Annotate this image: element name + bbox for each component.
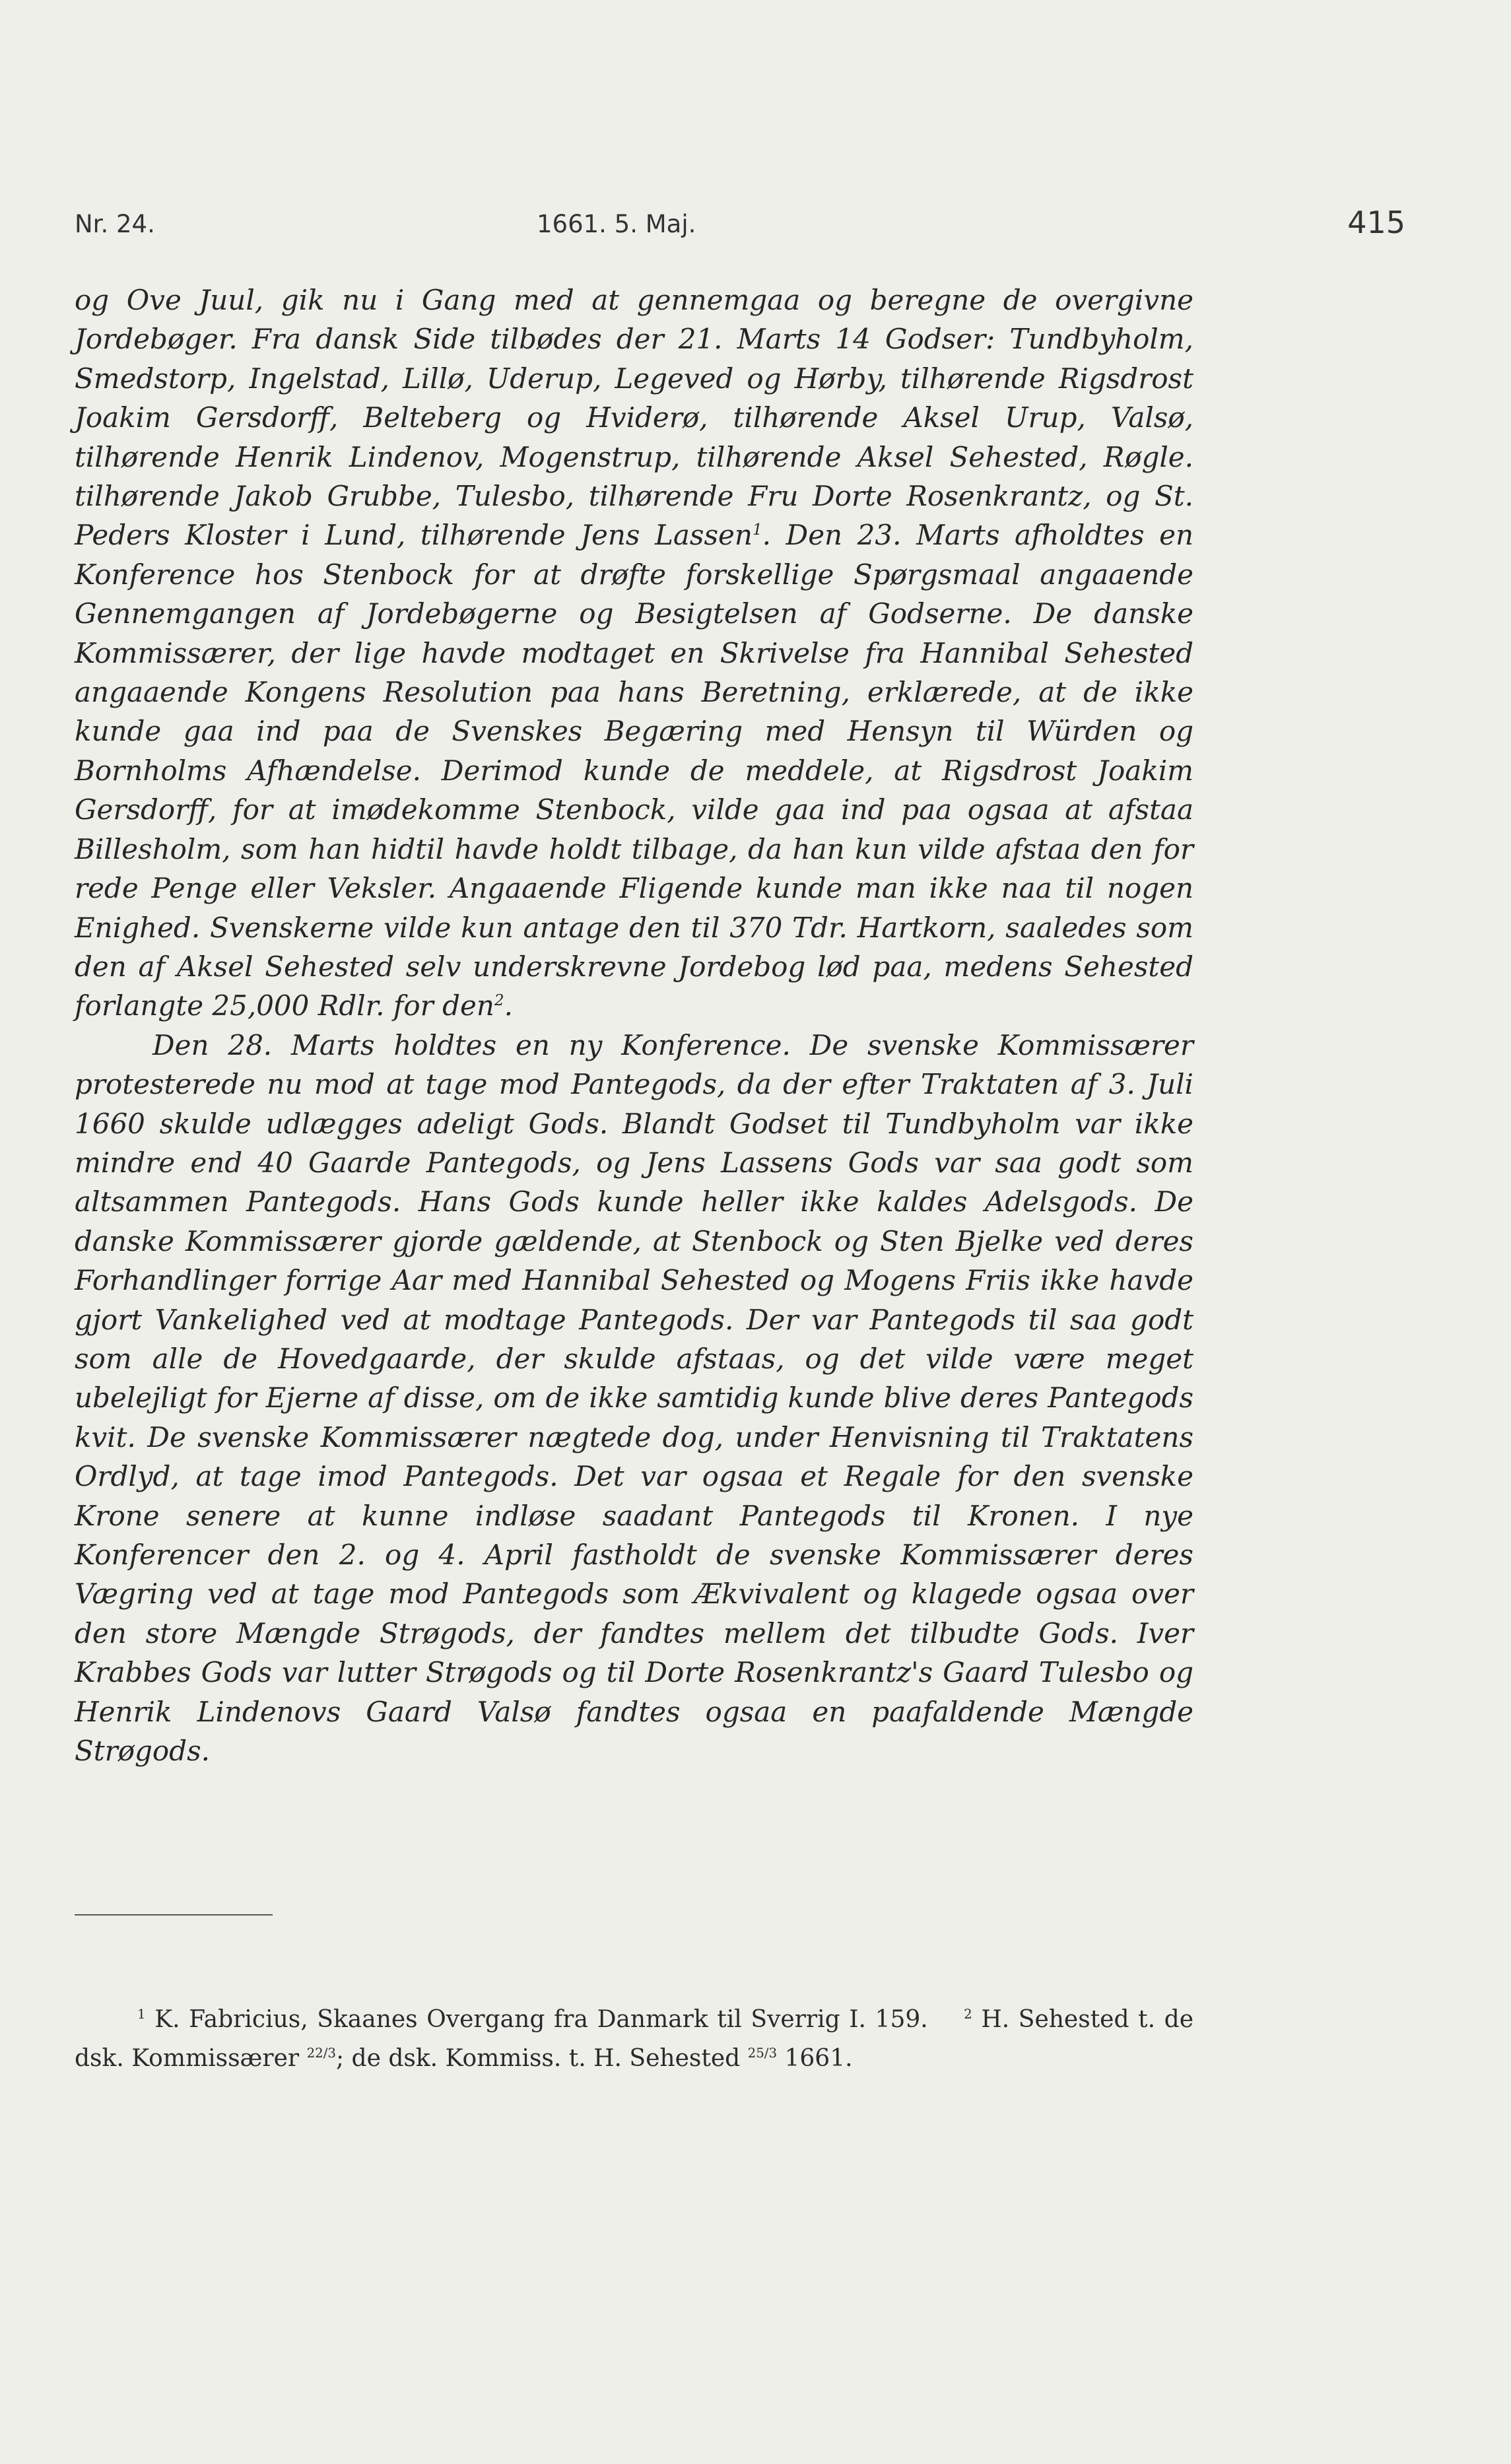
footnote-2-text-a: H. Sehested t. de dsk. Kommissærer: [75, 2006, 1193, 2072]
footnote-ref-2: 2: [494, 992, 504, 1010]
footnote-date-2: 25/3: [747, 2046, 778, 2061]
footnote-number-1: 1: [137, 2007, 146, 2022]
footnote-1-text: K. Fabricius, Skaanes Overgang fra Danmark til Sverrig I. 159.: [145, 2006, 928, 2033]
footnote-number-2: 2: [964, 2007, 972, 2022]
main-text: [75, 281, 1193, 1770]
page-number: 415: [1347, 205, 1405, 240]
footnotes: [75, 2000, 1193, 2078]
paragraph-1: [75, 281, 1193, 1026]
paragraph-2: Den 28. Marts holdtes en ny Konference. De svenske Kommissærer protesterede nu mod at tage mod Pantegods, da der efter Traktaten af 3. Juli 1660 skulde udlægges adeligt Gods. Blandt Godset til Tundbyholm var ikke mindre end 40 Gaarde Pantegods, og Jens Lassens Gods var saa godt som altsammen Pantegods. Hans Gods kunde heller ikke kaldes Adelsgods. De danske Kommissærer gjorde gældende, at Stenbock og Sten Bjelke ved deres Forhandlinger forrige Aar med Hannibal Sehested og Mogens Friis ikke havde gjort Vankelighed ved at modtage Pantegods. Der var Pantegods til saa godt som alle de Hovedgaarde, der skulde afstaas, og det vilde være meget ubelejligt for Ejerne af disse, om de ikke samtidig kunde blive deres Pantegods kvit. De svenske Kommissærer nægtede dog, under Henvisning til Traktatens Ordlyd, at tage imod Pantegods. Det var ogsaa et Regale for den svenske Krone senere at kunne indløse saadant Pantegods til Kronen. I nye Konferencer den 2. og 4. April fastholdt de svenske Kommissærer deres Vægring ved at tage mod Pantegods som Ækvivalent og klagede ogsaa over den store Mængde Strøgods, der fandtes mellem det tilbudte Gods. Iver Krabbes Gods var lutter Strøgods og til Dorte Rosenkrantz's Gaard Tulesbo og Henrik Lindenovs Gaard Valsø fandtes ogsaa en paafaldende Mængde Strøgods.: [75, 1028, 1193, 1768]
footnote-text: [75, 2000, 1193, 2078]
footnote-block: [75, 2000, 1193, 2078]
page-header: [75, 205, 1405, 250]
footnote-date-1: 22/3: [306, 2046, 336, 2061]
paragraph-1-text-c: .: [504, 989, 513, 1022]
footnote-2-text-c: 1661.: [777, 2045, 853, 2072]
paragraph-1-text-b: . Den 23. Marts afholdtes en Konference hos Stenbock for at drøfte forskellige Spørgsmaal angaaende Gennemgangen af Jordebøgerne og Besigtelsen af Godserne. De danske Kommissærer, der lige havde modtaget en Skrivelse fra Hannibal Sehested angaaende Kongens Resolution paa hans Beretning, erklærede, at de ikke kunde gaa ind paa de Svenskes Begæring med Hensyn til Würden og Bornholms Afhændelse. Derimod kunde de meddele, at Rigsdrost Joakim Gersdorff, for at imødekomme Stenbock, vilde gaa ind paa ogsaa at afstaa Billesholm, som han hidtil havde holdt tilbage, da han kun vilde afstaa den for rede Penge eller Veksler. Angaaende Fligende kunde man ikke naa til nogen Enighed. Svenskerne vilde kun antage den til 370 Tdr. Hartkorn, saaledes som den af Aksel Sehested selv underskrevne Jordebog lød paa, medens Sehested forlangte 25,000 Rdlr. for den: [75, 519, 1193, 1022]
footnote-2-text-b: ; de dsk. Kommiss. t. H. Sehested: [335, 2045, 748, 2072]
footnote-divider: [75, 1914, 273, 1915]
document-number: Nr. 24.: [75, 210, 155, 238]
header-date: 1661. 5. Maj.: [537, 210, 696, 238]
footnote-ref-1: 1: [752, 521, 762, 539]
paragraph-1-text: og Ove Juul, gik nu i Gang med at gennemgaa og beregne de overgivne Jordebøger. Fra dansk Side tilbødes der 21. Marts 14 Godser: Tundbyholm, Smedstorp, Ingelstad, Lillø, Uderup, Legeved og Hørby, tilhørende Rigsdrost Joakim Gersdorff, Belteberg og Hviderø, tilhørende Aksel Urup, Valsø, tilhørende Henrik Lindenov, Mogenstrup, tilhørende Aksel Sehested, Røgle. tilhørende Jakob Grubbe, Tulesbo, tilhørende Fru Dorte Rosenkrantz, og St. Peders Kloster i Lund, tilhørende Jens Lassen: [75, 284, 1193, 552]
